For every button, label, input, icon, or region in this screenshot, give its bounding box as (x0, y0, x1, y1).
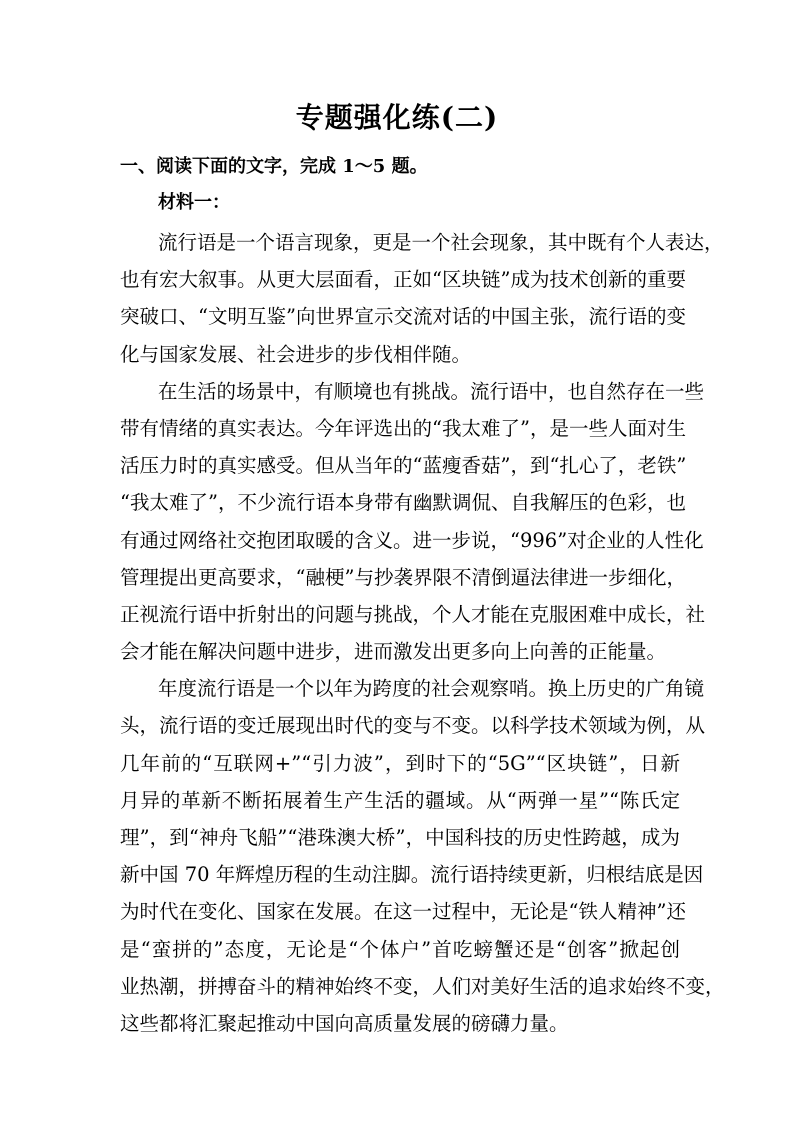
text-line: 月异的革新不断拓展着生产生活的疆域。从“两弹一星”“陈氏定 (120, 788, 680, 812)
question-heading: 一、阅读下面的文字，完成 1～5 题。 (120, 156, 428, 177)
text-line: 有通过网络社交抱团取暖的含义。进一步说，“996”对企业的人性化 (120, 528, 704, 552)
text-line: 几年前的“互联网+”“引力波”，到时下的“5G”“区块链”，日新 (120, 751, 680, 775)
paragraph (120, 224, 724, 373)
material-label: 材料一： (158, 192, 230, 213)
page-title: 专题强化练(二) (295, 101, 499, 134)
paragraph (120, 373, 706, 671)
text-line: 这些都将汇聚起推动中国向高质量发展的磅礴力量。 (120, 1011, 569, 1035)
article-body (120, 224, 725, 1042)
text-line: 也有宏大叙事。从更大层面看，正如“区块链”成为技术创新的重要 (120, 268, 686, 292)
text-line: 突破口、“文明互鉴”向世界宣示交流对话的中国主张，流行语的变 (120, 305, 686, 329)
text-line: 化与国家发展、社会进步的步伐相伴随。 (120, 342, 472, 366)
text-line: 新中国 70 年辉煌历程的生动注脚。流行语持续更新，归根结底是因 (120, 863, 704, 887)
text-line: 会才能在解决问题中进步，进而激发出更多向上向善的正能量。 (120, 640, 667, 664)
text-line: 年度流行语是一个以年为跨度的社会观察哨。换上历史的广角镜 (158, 677, 705, 701)
text-line: 流行语是一个语言现象，更是一个社会现象，其中既有个人表达， (158, 231, 724, 254)
text-line: 头，流行语的变迁展现出时代的变与不变。以科学技术领域为例，从 (120, 714, 706, 738)
paragraph (120, 670, 725, 1042)
text-line: 是“蛮拼的”态度，无论是“个体户”首吃螃蟹还是“创客”掀起创 (120, 937, 680, 961)
text-line: “我太难了”，不少流行语本身带有幽默调侃、自我解压的色彩，也 (120, 491, 686, 515)
text-line: 管理提出更高要求，“融梗”与抄袭界限不清倒逼法律进一步细化， (120, 565, 686, 589)
text-line: 理”，到“神舟飞船”“港珠澳大桥”，中国科技的历史性跨越，成为 (120, 826, 680, 849)
text-line: 为时代在变化、国家在发展。在这一过程中，无论是“铁人精神”还 (120, 900, 686, 924)
text-line: 活压力时的真实感受。但从当年的“蓝瘦香菇”，到“扎心了，老铁” (120, 454, 687, 478)
text-line: 正视流行语中折射出的问题与挑战，个人才能在克服困难中成长，社 (120, 602, 706, 626)
text-line: 业热潮，拼搏奋斗的精神始终不变，人们对美好生活的追求始终不变， (120, 974, 725, 998)
text-line: 在生活的场景中，有顺境也有挑战。流行语中，也自然存在一些 (158, 379, 705, 403)
text-line: 带有情绪的真实表达。今年评选出的“我太难了”，是一些人面对生 (120, 416, 686, 440)
